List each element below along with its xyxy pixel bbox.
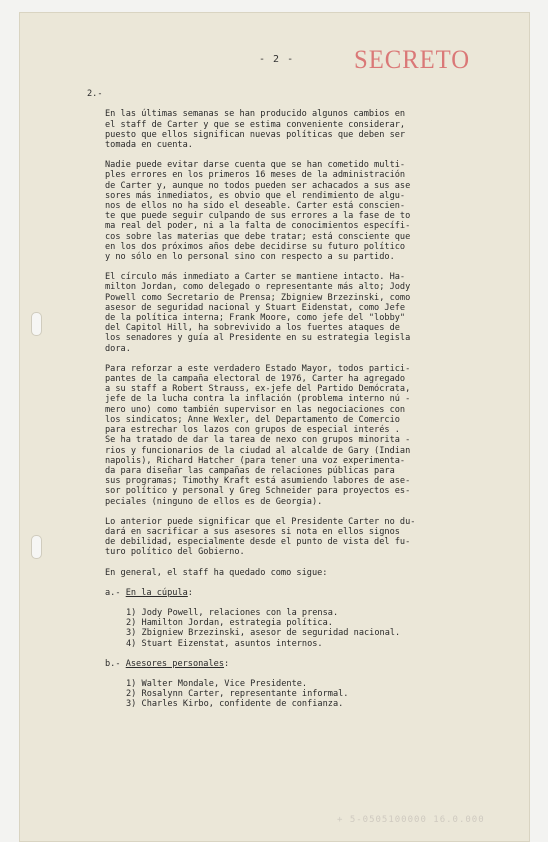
list-item: 2) Rosalynn Carter, representante informal. (126, 689, 349, 700)
secret-stamp: SECRETO (354, 45, 471, 74)
list-item: 4) Stuart Eizenstat, asuntos internos. (126, 638, 323, 649)
paragraph: 2.- En las últimas semanas se han producido algunos cambios en el staff de Carter y que se estima conveniente considerar, puesto que ellos significan nuevas políticas que deben ser tomada en cuenta. (87, 89, 406, 151)
binder-hole (31, 312, 42, 336)
group-b-list (105, 679, 523, 710)
paragraph: Para reforzar a este verdadero Estado Mayor, todos partici- pantes de la campaña electoral de 1976, Carter ha agregado a su staff a Robert Strauss, ex-jefe del Partido Demócrata, jefe de la lucha contra la inflación (problema interno nú - mero uno) como también supervisor en las negociaciones con los sindicatos; Anne Wexler, del Departamento de Comercio para estrechar los lazos con grupos de especial interés . Se ha tratado de dar la tarea de nexo con grupos minorita - rios y funcionarios de la ciudad al alcalde de Gary (Indian napolis), Richard Hatcher (para tener una voz experimenta- da para diseñar las campañas de relaciones públicas para sus programas; Timothy Kraft está asumiendo labores de ase- sor político y personal y Greg Schneider para proyectos es- peciales (ninguno de ellos es de Georgia). (105, 363, 411, 507)
list-item: 1) Walter Mondale, Vice Presidente. (126, 678, 308, 689)
binder-hole (31, 535, 42, 559)
footer-stamp: + 5-0505100000 16.0.000 (337, 815, 485, 825)
paragraph: El círculo más inmediato a Carter se mantiene intacto. Ha- milton Jordan, como delegado o representante más alto; Jody Powell como Secretario de Prensa; Zbigniew Brzezinski, como asesor de seguridad nacional y Stuart Eidenstat, como Jefe de la política interna; Frank Moore, como jefe del "lobby" del Capitol Hill, ha sobrevivido a los fuertes ataques de los senadores y guía al Presidente en su estrategia legisla dora. (105, 272, 411, 354)
document-body (87, 89, 523, 720)
section-number: 2.- (87, 89, 103, 99)
list-item: 3) Zbigniew Brzezinski, asesor de seguridad nacional. (126, 628, 401, 639)
document-page (19, 12, 530, 842)
list-item: 3) Charles Kirbo, confidente de confianza. (126, 699, 344, 710)
group-b-heading: b.- Asesores personales: (105, 658, 230, 669)
paragraph: Lo anterior puede significar que el Presidente Carter no du- dará en sacrificar a sus asesores si nota en ellos signos de debilidad, especialmente desde el punto de vista del fu- turo político del Gobierno. (105, 516, 416, 558)
paragraph: Nadie puede evitar darse cuenta que se han cometido multi- ples errores en los primeros 16 meses de la administración de Carter y, aunque no todos pueden ser achacados a sus ase sores más inmediatos, es obvio que el rendimiento de algu- nos de ellos no ha sido el deseable. Carter está conscien- te que puede seguir culpando de sus errores a la fase de to ma real del poder, ni a la falta de conocimientos específi- cos sobre las materias que debe tratar; está consciente que en los dos próximos años debe decidirse su futuro político y no sólo en lo personal sino con respecto a su partido. (105, 160, 411, 263)
list-item: 1) Jody Powell, relaciones con la prensa. (126, 607, 339, 618)
page-number: - 2 - (259, 54, 295, 65)
list-item: 2) Hamilton Jordan, estrategia política. (126, 618, 333, 629)
group-a-list (105, 608, 523, 649)
group-a-heading: a.- En la cúpula: (105, 587, 193, 598)
paragraph: En general, el staff ha quedado como sigue: (105, 567, 328, 578)
